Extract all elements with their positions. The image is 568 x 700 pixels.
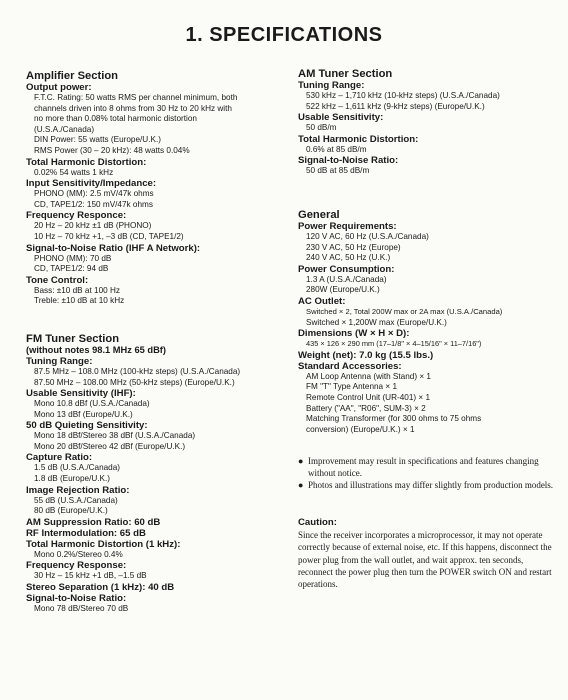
spec-line: 1.5 dB (U.S.A./Canada): [34, 463, 121, 473]
spec-line: channels driven into 8 ohms from 30 Hz to 20 kHz with: [34, 103, 232, 113]
spec-line: 522 kHz – 1,611 kHz (9-kHz steps) (Europe/U.K.): [306, 101, 485, 111]
spec-line: F.T.C. Rating: 50 watts RMS per channel minimum, both: [34, 93, 238, 102]
dimensions-label: Dimensions (W × H × D):: [298, 328, 410, 340]
spec-line: 530 kHz – 1,710 kHz (10-kHz steps) (U.S.A./Canada): [306, 91, 500, 100]
note-text: Photos and illustrations may differ slightly from production models.: [308, 480, 554, 491]
spec-line: Mono 10.8 dBf (U.S.A./Canada): [34, 399, 150, 409]
am-thd-label: Total Harmonic Distortion:: [298, 133, 419, 145]
spec-line: Mono 20 dBf/Stereo 42 dBf (Europe/U.K.): [34, 441, 186, 451]
fm-tuning-range-label: Tuning Range:: [26, 355, 93, 367]
spec-line: RMS Power (30 – 20 kHz): 48 watts 0.04%: [34, 145, 190, 155]
general-section-heading: General: [298, 208, 340, 221]
spec-line: AM Loop Antenna (with Stand) × 1: [306, 371, 431, 381]
caution-text: Since the receiver incorporates a microprocessor, it may not operate correctly because of external noise, etc. If this happens, disconnect the power plug from the wall outlet, and wait approx. ten seconds, reconnect the power plug then turn the POWER switch ON and restart operations.: [298, 530, 552, 590]
spec-line: Remote Control Unit (UR-401) × 1: [306, 392, 430, 402]
spec-line: 55 dB (U.S.A./Canada): [34, 495, 118, 505]
weight-label: Weight (net): 7.0 kg (15.5 lbs.): [298, 349, 434, 361]
spec-line: no more than 0.08% total harmonic distortion: [34, 114, 197, 124]
spec-line: 0.02% 54 watts 1 kHz: [34, 167, 114, 177]
page-title: 1. SPECIFICATIONS: [185, 24, 383, 46]
spec-line: 50 dB at 85 dB/m: [306, 166, 370, 176]
tone-control-label: Tone Control:: [26, 274, 89, 286]
spec-line: Mono 13 dBf (Europe/U.K.): [34, 409, 133, 419]
bullet-icon: ●: [298, 456, 304, 467]
fm-capture-ratio-label: Capture Ratio:: [26, 452, 93, 464]
spec-line: Matching Transformer (for 300 ohms to 75 ohms: [306, 414, 482, 424]
fm-snr-label: Signal-to-Noise Ratio:: [26, 593, 127, 605]
spec-line: DIN Power: 55 watts (Europe/U.K.): [34, 135, 161, 145]
spec-line: 435 × 126 × 290 mm (17–1/8" × 4–15/16" × 11–7/16"): [306, 339, 482, 349]
frequency-response-label: Frequency Responce:: [26, 210, 127, 222]
spec-line: PHONO (MM): 2.5 mV/47k ohms: [34, 189, 154, 199]
spec-line: (U.S.A./Canada): [34, 124, 95, 134]
spec-line: CD, TAPE1/2: 150 mV/47k ohms: [34, 199, 153, 209]
fm-thd-label: Total Harmonic Distortion (1 kHz):: [26, 538, 181, 550]
ac-outlet-label: AC Outlet:: [298, 295, 346, 307]
spec-line: 80 dB (Europe/U.K.): [34, 506, 108, 516]
spec-line: Mono 0.2%/Stereo 0.4%: [34, 549, 123, 559]
output-power-label: Output power:: [26, 82, 92, 93]
bullet-icon: ●: [298, 480, 304, 491]
fm-rf-intermod: RF Intermodulation: 65 dB: [26, 527, 146, 539]
note-item: [298, 479, 560, 491]
right-column: [298, 68, 560, 590]
fm-image-rejection-label: Image Rejection Ratio:: [26, 484, 130, 496]
spec-line: Treble: ±10 dB at 10 kHz: [34, 296, 125, 306]
note-item: [298, 455, 560, 479]
spec-line: 1.8 dB (Europe/U.K.): [34, 474, 110, 484]
spec-line: Battery ("AA", "R06", SUM-3) × 2: [306, 403, 426, 413]
amplifier-section-heading: Amplifier Section: [26, 70, 119, 82]
power-requirements-label: Power Requirements:: [298, 220, 397, 232]
am-snr-label: Signal-to-Noise Ratio:: [298, 155, 399, 167]
fm-quieting-label: 50 dB Quieting Sensitivity:: [26, 420, 148, 432]
spec-line: 240 V AC, 50 Hz (U.K.): [306, 253, 391, 263]
spec-line: 0.6% at 85 dB/m: [306, 144, 367, 154]
fm-stereo-separation: Stereo Separation (1 kHz): 40 dB: [26, 582, 175, 594]
spec-line: FM "T" Type Antenna × 1: [306, 382, 397, 392]
fm-section-heading: FM Tuner Section: [26, 332, 120, 345]
snr-label: Signal-to-Noise Ratio (IHF A Network):: [26, 242, 201, 254]
fm-am-suppression: AM Suppression Ratio: 60 dB: [26, 516, 161, 528]
am-tuning-range-label: Tuning Range:: [298, 80, 365, 91]
spec-line: 87.5 MHz – 108.0 MHz (100-kHz steps) (U.S.A./Canada): [34, 366, 241, 376]
spec-line: Mono 18 dBf/Stereo 38 dBf (U.S.A./Canada): [34, 431, 196, 441]
thd-label: Total Harmonic Distortion:: [26, 156, 147, 168]
spec-line: 20 Hz – 20 kHz ±1 dB (PHONO): [34, 221, 152, 231]
spec-line: 280W (Europe/U.K.): [306, 285, 380, 295]
power-consumption-label: Power Consumption:: [298, 263, 395, 275]
spec-line: 120 V AC, 60 Hz (U.S.A./Canada): [306, 231, 429, 241]
spec-line: 10 Hz – 70 kHz +1, –3 dB (CD, TAPE1/2): [34, 231, 184, 241]
fm-section-subheading: (without notes 98.1 MHz 65 dBf): [26, 344, 166, 355]
am-section-heading: AM Tuner Section: [298, 68, 393, 80]
spec-line: 30 Hz – 15 kHz +1 dB, –1.5 dB: [34, 571, 147, 581]
spec-line: Switched × 1,200W max (Europe/U.K.): [306, 317, 447, 327]
spec-line: 87.50 MHz – 108.00 MHz (50-kHz steps) (Europe/U.K.): [34, 377, 235, 387]
fm-frequency-response-label: Frequency Response:: [26, 560, 127, 572]
left-column: [26, 70, 288, 615]
spec-line: Bass: ±10 dB at 100 Hz: [34, 285, 120, 295]
spec-line: Mono 78 dB/Stereo 70 dB: [34, 604, 129, 614]
spec-line: 230 V AC, 50 Hz (Europe): [306, 242, 401, 252]
caution-heading: Caution:: [298, 517, 337, 529]
input-sensitivity-label: Input Sensitivity/Impedance:: [26, 178, 157, 190]
spec-line: conversion) (Europe/U.K.) × 1: [306, 424, 415, 434]
spec-line: 1.3 A (U.S.A./Canada): [306, 274, 387, 284]
note-text: Improvement may result in specifications and features changing without notice.: [308, 456, 539, 479]
spec-line: 50 dB/m: [306, 123, 337, 133]
spec-line: PHONO (MM): 70 dB: [34, 253, 112, 263]
am-usable-sensitivity-label: Usable Sensitivity:: [298, 112, 384, 124]
spec-line: Switched × 2, Total 200W max or 2A max (U.S.A./Canada): [306, 306, 503, 316]
spec-line: CD, TAPE1/2: 94 dB: [34, 264, 109, 274]
fm-usable-sensitivity-label: Usable Sensitivity (IHF):: [26, 388, 136, 400]
accessories-label: Standard Accessories:: [298, 360, 402, 372]
